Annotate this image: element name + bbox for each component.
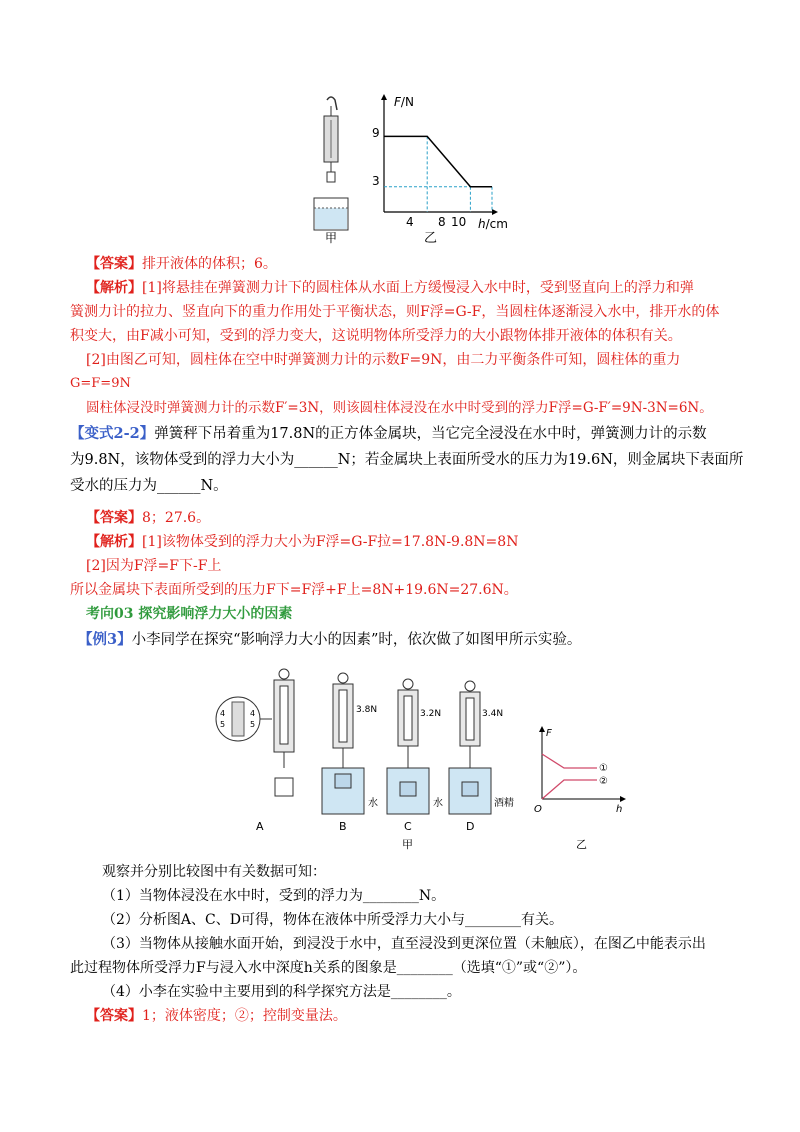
fh-graph [372,94,508,231]
svg-text:4: 4 [250,709,256,718]
section-title: 考向03 探究影响浮力大小的因素 [86,606,293,622]
liquid-c: 水 [433,798,443,809]
reading-b: 3.8N [356,705,378,715]
y-axis-label: F/N [394,95,414,109]
x-tick-8: 8 [438,215,446,229]
f-h-sketch [534,726,626,815]
variant-tag: 【变式2-2】 [70,425,155,442]
answer-1-text: 排开液体的体积；6。 [142,256,277,272]
beaker [314,198,348,230]
y-tick-9: 9 [372,126,380,140]
svg-text:4: 4 [220,709,226,718]
question-1: （1）当物体浸没在水中时，受到的浮力为________N。 [102,888,446,904]
reading-d: 3.4N [482,709,504,719]
curve-1-label: ① [599,763,608,774]
liquid-b: 水 [368,798,378,809]
figure-1-label-yi: 乙 [424,231,438,244]
svg-text:5: 5 [250,720,256,729]
analysis-2-line-1: 【解析】[1]该物体受到的浮力大小为F浮=G-F拉=17.8N-9.8N=8N [86,534,519,550]
analysis-1-line-3: 积变大，由F减小可知，受到的浮力变大，这说明物体所受浮力的大小跟物体排开液体的体积有关。 [70,328,682,344]
figure-2-label-jia: 甲 [402,838,413,851]
answer-3 [86,1006,347,1026]
example-3-tag: 【例3】 [78,631,132,648]
answer-2-tag: 【答案】 [86,510,142,526]
figure-1 [300,92,530,244]
origin-o: O [534,804,542,815]
scale-a [274,669,294,796]
axis-f: F [546,728,552,739]
analysis-1-tag: 【解析】 [86,280,142,296]
fh-guide-lines [384,136,492,212]
x-axis-label: h/cm [478,217,508,231]
analysis-1-line-5: G=F=9N [70,376,131,391]
scale-c [387,679,429,814]
questions-intro: 观察并分别比较图中有关数据可知： [102,864,326,880]
x-tick-10: 10 [451,215,467,229]
answer-2 [86,508,210,528]
question-4: （4）小李在实验中主要用到的科学探究方法是________。 [102,984,461,1000]
variant-line-2: 为9.8N，该物体受到的浮力大小为______N；若金属块上表面所受水的压力为19.6N，则金属块下表面所 [70,452,744,468]
example-3: 【例3】小李同学在探究“影响浮力大小的因素”时，依次做了如图甲所示实验。 [78,631,582,648]
variant-line-3: 受水的压力为______N。 [70,478,228,494]
question-3-line-1: （3）当物体从接触水面开始，到浸没于水中，直至浸没到更深位置（未触底），在图乙中能表示出 [102,936,706,952]
reading-c: 3.2N [420,709,442,719]
axis-h: h [616,804,623,815]
question-3-line-2: 此过程物体所受浮力F与浸入水中深度h关系的图象是________（选填“①”或“②”）。 [70,960,587,976]
liquid-d: 酒精 [494,798,514,809]
spring-scale-illustration [324,97,338,182]
label-d: D [466,820,475,833]
analysis-1-line-6: 圆柱体浸没时弹簧测力计的示数F′=3N，则该圆柱体浸没在水中时受到的浮力F浮=G-F′=9N-3N=6N。 [86,400,713,416]
x-tick-4: 4 [406,215,414,229]
analysis-1-line-4: [2]由图乙可知，圆柱体在空中时弹簧测力计的示数F=9N，由二力平衡条件可知，圆柱体的重力 [86,352,681,368]
answer-3-text: 1；液体密度；②；控制变量法。 [142,1008,347,1024]
label-a: A [256,820,264,833]
answer-1-tag: 【答案】 [86,256,142,272]
answer-1 [86,254,277,274]
answer-2-text: 8；27.6。 [142,510,211,526]
answer-3-tag: 【答案】 [86,1008,142,1024]
analysis-1-line-2: 簧测力计的拉力、竖直向下的重力作用处于平衡状态，则F浮=G-F，当圆柱体逐渐浸入水中，排开水的体 [70,304,720,320]
figure-2-label-yi: 乙 [576,838,587,851]
label-b: B [339,820,347,833]
variant-line-1: 【变式2-2】弹簧秤下吊着重为17.8N的正方体金属块，当它完全浸没在水中时，弹簧测力计的示数 [70,425,707,442]
analysis-1-line-1: 【解析】[1]将悬挂在弹簧测力计下的圆柱体从水面上方缓慢浸入水中时，受到竖直向上的浮力和弹 [86,280,694,296]
magnifier [216,697,272,741]
scale-d [449,681,491,814]
scale-b [322,673,364,814]
svg-text:5: 5 [220,720,226,729]
fh-data-line [384,136,492,186]
y-tick-3: 3 [372,174,380,188]
figure-1-label-jia: 甲 [325,231,338,244]
curve-2-label: ② [599,776,608,787]
analysis-2-line-2: [2]因为F浮=F下-F上 [86,558,222,574]
question-2: （2）分析图A、C、D可得，物体在液体中所受浮力大小与________有关。 [102,912,563,928]
analysis-2-line-3: 所以金属块下表面所受到的压力F下=F浮+F上=8N+19.6N=27.6N。 [70,582,518,598]
label-c: C [404,820,412,833]
analysis-2-tag: 【解析】 [86,534,142,550]
figure-2 [212,664,632,854]
